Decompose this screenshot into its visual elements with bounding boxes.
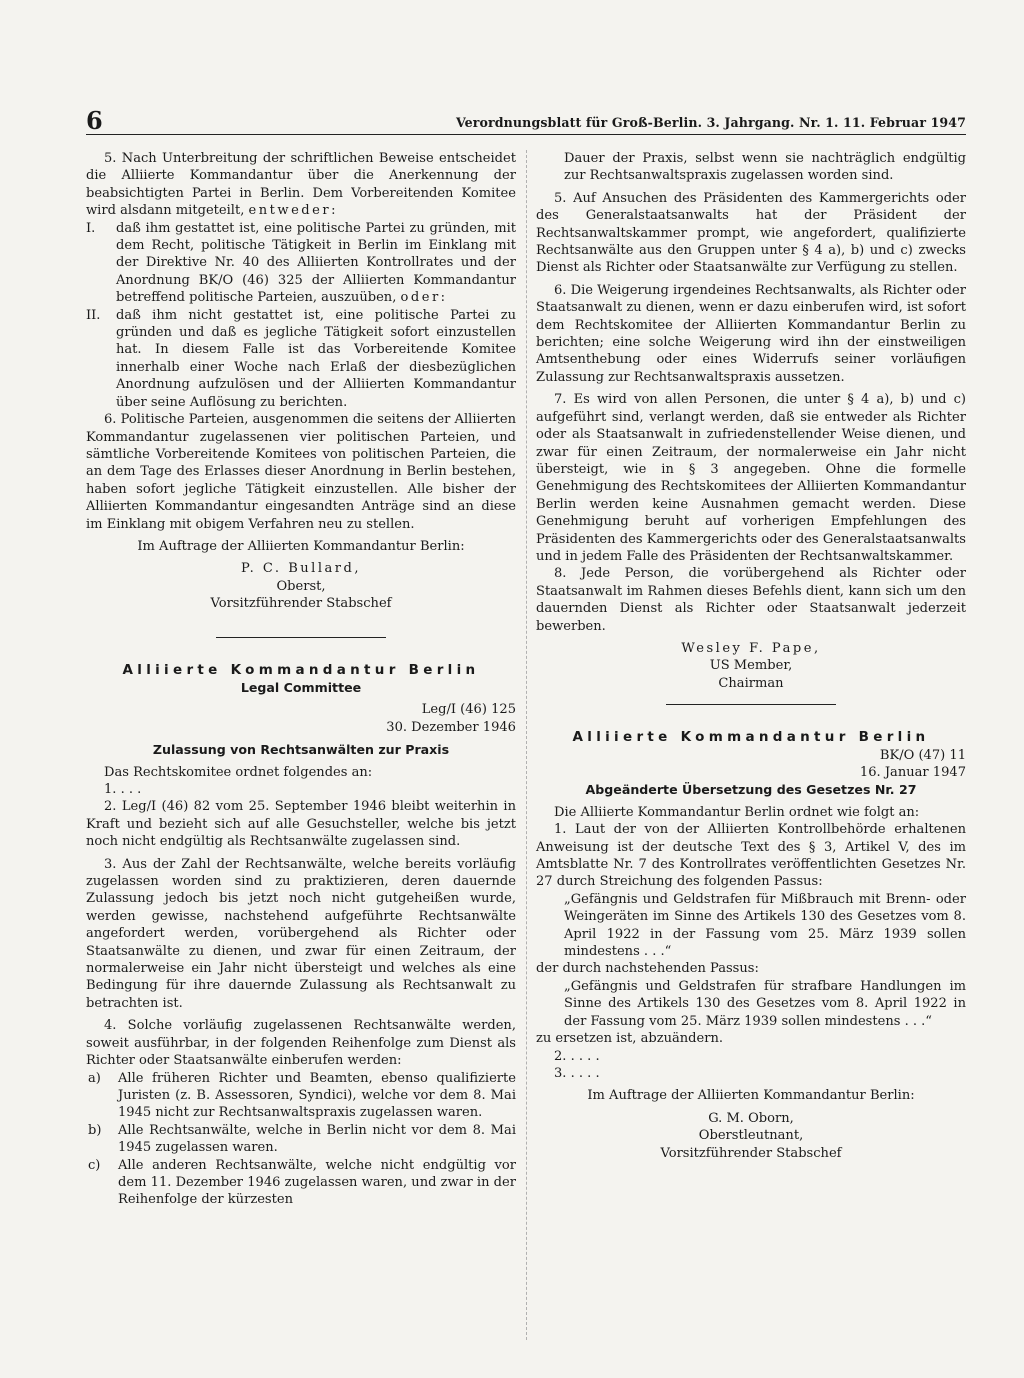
- item-i-text: daß ihm gestattet ist, eine politische Partei zu gründen, mit dem Recht, politische Tätigkeit in Berlin im Einklang mit der Direktive Nr. 40 des Alliierten Kontrollrates und der Anordnung BK/O (46) 325 der Alliierten Kommandantur betreffend politische Parteien, auszuüben,: [116, 220, 516, 306]
- signature-oborn-rank: Oberstleutnant,: [698, 1128, 804, 1144]
- item-ii-marker: II.: [86, 307, 101, 323]
- legal-reference: Leg/I (46) 125: [421, 702, 516, 718]
- oder-word: oder:: [400, 290, 448, 306]
- bko-paragraph-1: 1. Laut der von der Alliierten Kontrollbehörde erhaltenen Anweisung ist der deutsche Text des § 3, Artikel V, des im Amtsblatte Nr. 7 des Kontrollrates veröffentlichten Gesetzes Nr. 27 durch Streichung des folgenden Passus:: [536, 822, 966, 890]
- legal-intro: Das Rechtskomitee ordnet folgendes an:: [104, 764, 373, 780]
- legal-paragraph-7: 7. Es wird von allen Personen, die unter § 4 a), b) und c) aufgeführt sind, verlangt werden, daß sie entweder als Richter oder als Staatsanwalt in zufriedenstellender Weise dienen, und zwar für einen Zeitraum, der normalerweise ein Jahr nicht übersteigt, wie in § 3 angegeben. Ohne die formelle Genehmigung des Rechtskomitees der Alliierten Kommandantur Berlin werden keine Ausnahmen gemacht werden. Diese Genehmigung beruht auf vorherigen Empfehlungen des Präsidenten des Kammergerichts oder des Generalstaatsanwalts und in jedem Falle des Präsidenten der Rechtsanwaltskammer.: [536, 392, 966, 564]
- item-a-text: Alle früheren Richter und Beamten, ebenso qualifizierte Juristen (z. B. Assessoren, Syndici), welche vor dem 8. Mai 1945 nicht zur Rechtsanwaltspraxis zugelassen waren.: [118, 1070, 516, 1121]
- legal-paragraph-6: 6. Die Weigerung irgendeines Rechtsanwalts, als Richter oder Staatsanwalt zu dienen, wenn er dazu einberufen wird, ist sofort dem Rechtskomitee der Alliierten Kommandantur Berlin zu berichten; eine solche Weigerung wird ihn der einstweiligen Amtsenthebung oder eines Widerrufs seiner vorläufigen Zulassung zur Rechtsanwaltspraxis aussetzen.: [536, 282, 966, 385]
- item-b-marker: b): [88, 1122, 102, 1138]
- section-title-legal: Alliierte Kommandantur Berlin: [122, 661, 480, 678]
- bko-date: 16. Januar 1947: [859, 765, 966, 780]
- entweder-word: entweder:: [248, 203, 338, 219]
- signature-bullard-rank: Oberst,: [276, 578, 326, 594]
- running-title: Verordnungsblatt für Groß-Berlin. 3. Jahrgang. Nr. 1. 11. Februar 1947: [455, 115, 966, 130]
- bko-middle: der durch nachstehenden Passus:: [536, 961, 759, 977]
- item-a-marker: a): [88, 1070, 101, 1086]
- item-i: [86, 220, 516, 307]
- item-ii: [86, 307, 516, 411]
- signature-oborn-name: G. M. Oborn,: [708, 1110, 794, 1126]
- right-column: [536, 150, 966, 1162]
- item-c-text: Alle anderen Rechtsanwälte, welche nicht endgültig vor dem 11. Dezember 1946 zugelassen waren, und zwar in der Reihenfolge der kürzesten: [118, 1157, 516, 1208]
- auftrag-line-2: Im Auftrage der Alliierten Kommandantur Berlin:: [587, 1088, 915, 1104]
- paragraph-6: 6. Politische Parteien, ausgenommen die seitens der Alliierten Kommandantur zugelassenen vier politischen Parteien, und sämtliche Vorbereitende Komitees von politischen Parteien, die an dem Tage des Erlasses dieser Anordnung in Berlin bestehen, haben sofort jegliche Tätigkeit einzustellen. Alle bisher der Alliierten Kommandantur eingesandten Anträge sind an diese im Einklang mit obigem Verfahren neu zu stellen.: [86, 412, 516, 532]
- item-i-marker: I.: [86, 220, 96, 236]
- signature-bullard-role: Vorsitzführender Stabschef: [210, 596, 392, 612]
- bko-intro: Die Alliierte Kommandantur Berlin ordnet wie folgt an:: [554, 804, 920, 820]
- legal-paragraph-5: 5. Auf Ansuchen des Präsidenten des Kammergerichts oder des Generalstaatsanwalts hat der Präsident der Rechtsanwaltskammer prompt, wie angefordert, qualifizierte Rechtsanwälte aus den Gruppen unter § 4 a), b) und c) zwecks Dienst als Richter oder Staatsanwälte zur Verfügung zu stellen.: [536, 190, 966, 276]
- legal-heading: Zulassung von Rechtsanwälten zur Praxis: [152, 742, 450, 758]
- legal-date: 30. Dezember 1946: [386, 719, 516, 735]
- page-number: 6: [86, 106, 103, 135]
- bko-quote-1: „Gefängnis und Geldstrafen für Mißbrauch mit Brenn- oder Weingeräten im Sinne des Artikels 130 des Gesetzes vom 8. April 1922 in der Fassung vom 25. März 1939 sollen mindestens . . .“: [564, 891, 966, 960]
- bko-quote-2: „Gefängnis und Geldstrafen für strafbare Handlungen im Sinne des Artikels 130 des Gesetzes vom 8. April 1922 in der Fassung vom 25. März 1939 sollen mindestens . . .“: [564, 978, 966, 1029]
- signature-bullard-name: P. C. Bullard,: [240, 561, 362, 577]
- item-c-continuation: Dauer der Praxis, selbst wenn sie nachträglich endgültig zur Rechtsanwaltspraxis zugelassen worden sind.: [564, 151, 966, 184]
- paragraph-5: 5. Nach Unterbreitung der schriftlichen Beweise entscheidet die Alliierte Kommandantur über die Anerkennung der beabsichtigten Partei in Berlin. Dem Vorbereitenden Komitee wird alsdann mitgeteilt, entweder:: [86, 151, 516, 219]
- item-b-text: Alle Rechtsanwälte, welche in Berlin nicht vor dem 8. Mai 1945 zugelassen waren.: [118, 1122, 516, 1156]
- legal-paragraph-1: 1. . . .: [104, 782, 142, 797]
- item-c: [86, 1157, 516, 1209]
- bko-end: zu ersetzen ist, abzuändern.: [536, 1031, 724, 1047]
- bko-heading: Abgeänderte Übersetzung des Gesetzes Nr. 27: [585, 782, 917, 798]
- bko-reference: BK/O (47) 11: [879, 747, 966, 763]
- signature-oborn-role: Vorsitzführender Stabschef: [660, 1145, 842, 1161]
- section-title-bko: Alliierte Kommandantur Berlin: [572, 729, 930, 746]
- left-column: [86, 150, 516, 1209]
- legal-paragraph-4: 4. Solche vorläufig zugelassenen Rechtsanwälte werden, soweit ausführbar, in der folgenden Reihenfolge zum Dienst als Richter oder Staatsanwälte einberufen werden:: [86, 1018, 516, 1069]
- item-ii-text: daß ihm nicht gestattet ist, eine politische Partei zu gründen und daß es jegliche Tätigkeit sofort einzustellen hat. In diesem Falle ist das Vorbereitende Komitee innerhalb einer Woche nach Erlaß der diesbezüglichen Anordnung aufzulösen und der Alliierten Kommandantur über seine Auflösung zu berichten.: [116, 307, 516, 410]
- legal-paragraph-2: 2. Leg/I (46) 82 vom 25. September 1946 bleibt weiterhin in Kraft und bezieht sich auf alle Gesuchsteller, welche bis jetzt noch nicht endgültig als Rechtsanwälte zugelassen sind.: [86, 799, 516, 850]
- legal-paragraph-8: 8. Jede Person, die vorübergehend als Richter oder Staatsanwalt im Rahmen dieses Befehls dient, kann sich um den dauernden Dienst als Richter oder Staatsanwalt jederzeit bewerben.: [536, 566, 966, 634]
- legal-paragraph-3: 3. Aus der Zahl der Rechtsanwälte, welche bereits vorläufig zugelassen worden sind zu praktizieren, deren dauernde Zulassung jedoch bis jetzt noch nicht gutgeheißen wurde, werden gewisse, nachstehend aufgeführte Rechtsanwälte angefordert werden, vorübergehend als Richter oder Staatsanwälte zu dienen, und zwar für einen Zeitraum, der normalerweise ein Jahr nicht übersteigt und welches als eine Bedingung für ihre dauernde Zulassung als Rechtsanwalt zu betrachten ist.: [86, 856, 516, 1011]
- page-header: [86, 104, 966, 135]
- signature-pape-name: Wesley F. Pape,: [681, 640, 821, 656]
- item-b: [86, 1122, 516, 1157]
- signature-pape-role: Chairman: [718, 675, 784, 691]
- column-divider: [526, 150, 527, 1340]
- item-c-marker: c): [88, 1157, 101, 1173]
- signature-pape-rank: US Member,: [709, 658, 793, 674]
- bko-paragraph-3: 3. . . . .: [554, 1065, 600, 1081]
- item-a: [86, 1070, 516, 1122]
- auftrag-line: Im Auftrage der Alliierten Kommandantur Berlin:: [137, 538, 465, 554]
- bko-paragraph-2: 2. . . . .: [554, 1048, 600, 1064]
- section-subtitle-legal-committee: Legal Committee: [240, 679, 362, 695]
